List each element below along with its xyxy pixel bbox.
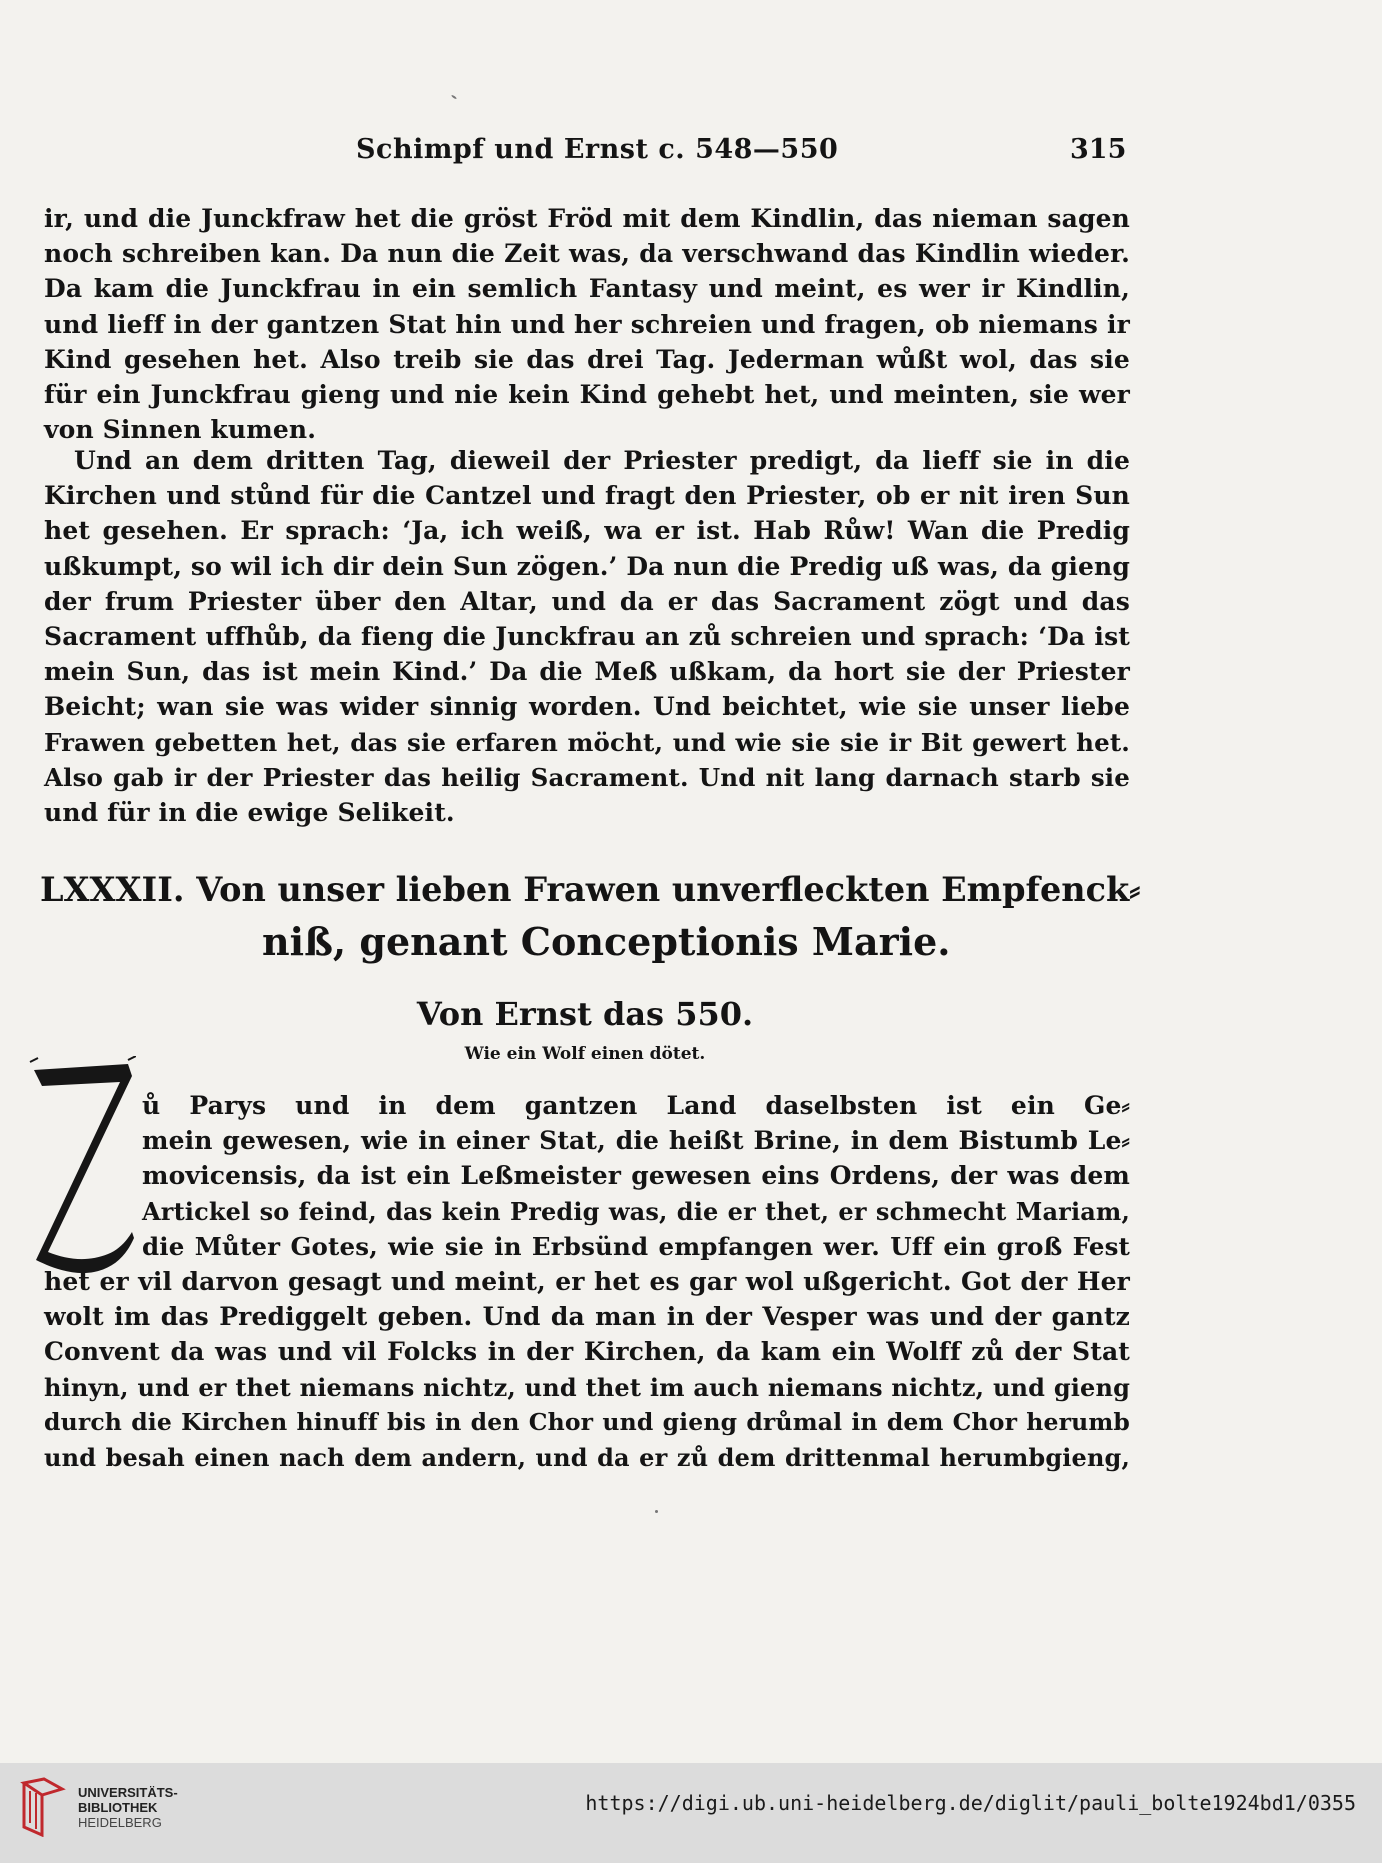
text-line: ußkumpt, so wil ich dir dein Sun zögen.’ Da nun die Predig uß was, da gieng xyxy=(44,551,1130,581)
text-line: movicensis, da ist ein Leßmeister gewesen eins Ordens, der was dem xyxy=(142,1161,1130,1191)
section-title xyxy=(0,995,1382,1033)
paragraph-1 xyxy=(44,201,1130,447)
text-line: der frum Priester über den Altar, und da er das Sacrament zögt und das xyxy=(44,586,1130,616)
section-title-text: Von Ernst das 550. xyxy=(416,995,754,1033)
running-head xyxy=(0,134,1382,174)
text-line: ir, und die Junckfraw het die gröst Fröd mit dem Kindlin, das nieman sagen xyxy=(44,204,1130,233)
paper-speck xyxy=(451,94,457,99)
text-line: ů Parys und in dem gantzen Land daselbsten ist ein Ge⸗ xyxy=(142,1091,1130,1120)
paper-speck xyxy=(655,1510,658,1513)
chapter-heading-line-2: niß, genant Conceptionis Marie. xyxy=(262,919,951,964)
text-line: Frawen gebetten het, das sie erfaren möcht, und wie sie sie ir Bit gewert het. xyxy=(44,727,1130,757)
text-line: und für in die ewige Selikeit. xyxy=(44,798,455,828)
paragraph-2 xyxy=(44,443,1130,830)
text-line: Artickel so feind, das kein Predig was, die er thet, er schmecht Mariam, xyxy=(142,1196,1130,1226)
text-line: die Můter Gotes, wie sie in Erbsünd empfangen wer. Uff ein groß Fest xyxy=(142,1231,1130,1261)
text-line: für ein Junckfrau gieng und nie kein Kind gehebt het, und meinten, sie wer xyxy=(44,380,1130,410)
running-head-title: Schimpf und Ernst c. 548—550 xyxy=(356,134,839,165)
text-line: Beicht; wan sie was wider sinnig worden. Und beichtet, wie sie unser liebe xyxy=(44,692,1130,722)
text-line: mein gewesen, wie in einer Stat, die heißt Brine, in dem Bistumb Le⸗ xyxy=(142,1126,1130,1156)
text-line: het gesehen. Er sprach: ‘Ja, ich weiß, wa er ist. Hab Růw! Wan die Predig xyxy=(44,516,1130,546)
text-line: durch die Kirchen hinuff bis in den Chor und gieng drůmal in dem Chor herumb xyxy=(44,1407,1130,1436)
chapter-heading xyxy=(40,864,1140,968)
text-line: wolt im das Prediggelt geben. Und da man in der Vesper was und der gantz xyxy=(44,1302,1130,1332)
library-logo-icon[interactable] xyxy=(14,1777,66,1837)
chapter-heading-line-1: LXXXII. Von unser lieben Frawen unverfleckten Empfenck⸗ xyxy=(40,870,1141,909)
library-name-line-1: UNIVERSITÄTS- xyxy=(78,1785,178,1800)
text-line: Sacrament uffhůb, da fieng die Junckfrau an zů schreien und sprach: ‘Da ist xyxy=(44,622,1130,652)
viewer-footer xyxy=(0,1763,1382,1863)
text-line: noch schreiben kan. Da nun die Zeit was, da verschwand das Kindlin wieder. xyxy=(44,239,1130,269)
text-line: von Sinnen kumen. xyxy=(44,415,317,445)
text-line: und lieff in der gantzen Stat hin und her schreien und fragen, ob niemans ir xyxy=(44,309,1130,339)
paragraph-3 xyxy=(44,1088,1130,1475)
text-line: het er vil darvon gesagt und meint, er het es gar wol ußgericht. Got der Her xyxy=(44,1267,1130,1297)
permalink-url[interactable]: https://digi.ub.uni-heidelberg.de/diglit/pauli_bolte1924bd1/0355 xyxy=(585,1791,1356,1815)
text-line: und besah einen nach dem andern, und da er zů dem drittenmal herumbgieng, xyxy=(44,1443,1130,1473)
section-subtitle xyxy=(0,1044,1382,1064)
text-line: Convent da was und vil Folcks in der Kirchen, da kam ein Wolff zů der Stat xyxy=(44,1337,1130,1367)
text-line: Da kam die Junckfrau in ein semlich Fantasy und meint, es wer ir Kindlin, xyxy=(44,274,1130,304)
library-name-line-2: BIBLIOTHEK xyxy=(78,1800,158,1815)
text-line: Kirchen und stůnd für die Cantzel und fragt den Priester, ob er nit iren Sun xyxy=(44,481,1130,511)
text-line: Also gab ir der Priester das heilig Sacrament. Und nit lang darnach starb sie xyxy=(44,762,1130,792)
page-number: 315 xyxy=(1070,134,1127,165)
library-name xyxy=(78,1785,178,1830)
text-line: hinyn, und er thet niemans nichtz, und thet im auch niemans nichtz, und gieng xyxy=(44,1372,1130,1402)
text-line: mein Sun, das ist mein Kind.’ Da die Meß ußkam, da hort sie der Priester xyxy=(44,657,1130,687)
text-line: Und an dem dritten Tag, dieweil der Priester predigt, da lieff sie in die xyxy=(74,446,1130,475)
library-name-line-3: HEIDELBERG xyxy=(78,1815,162,1830)
text-line: Kind gesehen het. Also treib sie das drei Tag. Jederman wůßt wol, das sie xyxy=(44,344,1130,374)
section-subtitle-text: Wie ein Wolf einen dötet. xyxy=(464,1044,706,1064)
